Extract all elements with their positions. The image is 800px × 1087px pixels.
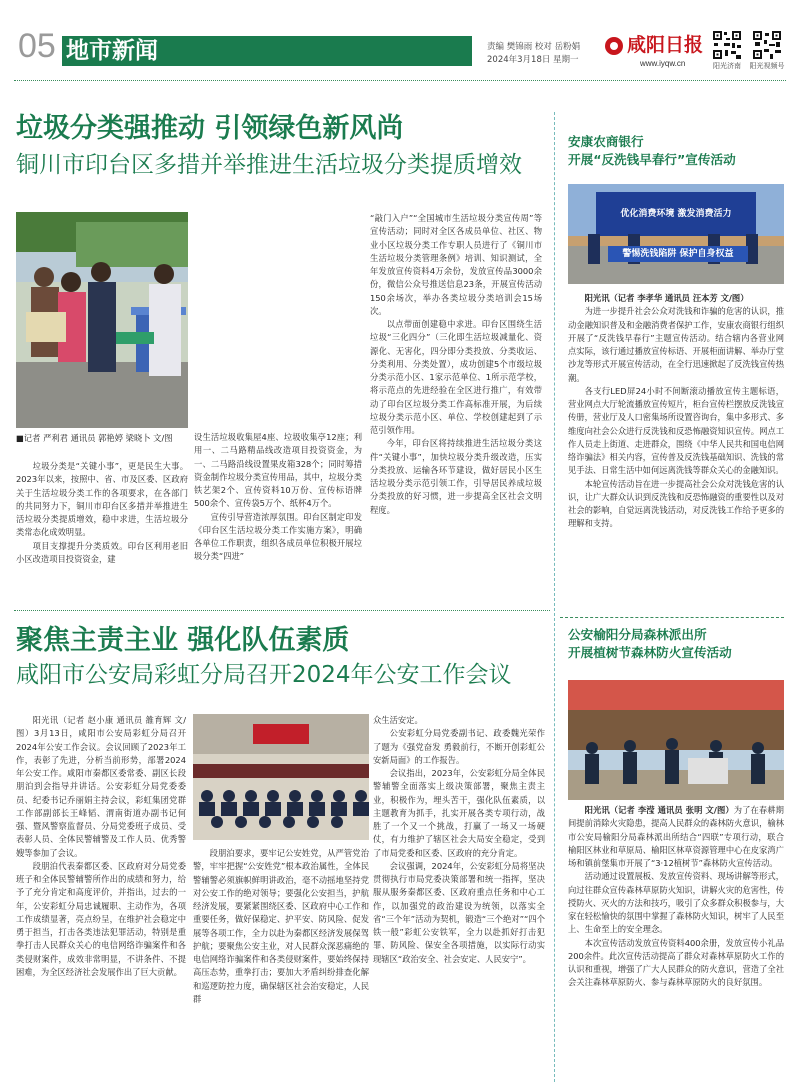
article-headline: 聚焦主责主业 强化队伍素质 (16, 625, 350, 656)
paragraph: 会议指出，2023年，公安彩虹分局全体民警辅警全面落实上级决策部署，聚焦主责主业，积极作为，埋头苦干，强化队伍素质，以主题教育为抓手，扎实开展各类专项行动，战胜了一个又一个挑战，打赢了一场又一场硬仗，有力维护了辖区社会大局安全稳定，受到了市局党委和区委、区政府的充分肯定。 (373, 768, 545, 858)
editors-line: 责编 樊锦雨 校对 岳粉娟 (487, 42, 581, 52)
paragraph: 众生活安定。 (373, 715, 423, 725)
paragraph: 段朋泊代表秦都区委、区政府对分局党委班子和全体民警辅警所作出的成绩和努力，给予了充分肯定和高度评价，并指出，过去的一年，公安彩虹分局忠诚履职、主动作为，各项工作成绩显著，亮点纷呈，在维护社会稳定中勇于担当，打击各类违法犯罪活动，特别是重拳打击人民群众关心的电信网络诈骗案件和各类侵财案件，成效非常明显，不讲条件、不提困难，为全区经济社会发展作出了巨大贡献。 (16, 860, 186, 977)
paragraph: 设生活垃圾收集屋4座、垃圾收集亭12座；利用一、二马路精品线改造项目投资资金，为一、二马路沿线设置果皮箱328个；同时筹措资金制作垃圾分类宣传用品，其中，垃圾分类铁艺架2个、宣传资料10万份、宣传标语牌500余个、宣传袋5万个、纸杯4万个。 (194, 432, 362, 509)
photo-byline: ■记者 严利君 通讯员 郭艳婷 梁晓卜 文/图 (16, 433, 173, 443)
meeting-illustration (193, 714, 369, 840)
paragraph: 垃圾分类是“关键小事”，更是民生大事。2023年以来，按照中、省、市及区委、区政府关于生活垃圾分类工作的各项要求，在各部门的共同努力下，铜川市印台区多措并举推进生活垃圾分类提质增效，稳中求进，生活垃圾分类常态化成效明显。 (16, 461, 188, 538)
qr-label: 阳光济南 (713, 62, 741, 70)
paragraph: 今年，印台区将持续推进生活垃圾分类这件“关键小事”，加快垃圾分类升级改造，压实分类投放、运输各环节建设，做好居民小区生活垃圾分类示范引领工作，引导居民养成垃圾分类投放的好习惯，进一步提高全区社会文明程度。 (370, 438, 542, 515)
sidebar-byline: 阳光讯（记者 李孝华 通讯员 汪本芳 文/图） (584, 293, 749, 303)
article-column (370, 212, 542, 602)
sidebar-byline: 阳光讯（记者 李滢 通讯员 张明 文/图） (584, 805, 734, 815)
paragraph: 宣传引导营造浓厚氛围。印台区制定印发《印台区生活垃圾分类工作实施方案》，明确各单位工作职责，组织各成员单位积极开展垃圾分类“四进” (194, 511, 362, 562)
paper-name: 咸阳日报 (627, 34, 704, 56)
article-headline: 垃圾分类强推动 引领绿色新风尚 (16, 113, 404, 144)
qr-code-icon (712, 30, 742, 60)
sidebar-headline: 开展“反洗钱早春行”宣传活动 (568, 152, 736, 167)
article-column (16, 460, 188, 602)
sidebar-headline: 安康农商银行 (568, 134, 644, 149)
date-line: 2024年3月18日 星期一 (487, 55, 579, 65)
paragraph (568, 804, 784, 870)
paragraph-text: 为了在春耕期间提前消除火灾隐患，提高人民群众的森林防火意识，榆林市公安局榆阳分局森林派出所结合“四联”专项行动，联合榆阳区林业和草原局、榆阳区林草资源管理中心在皮家湾广场和镇前堡集市开展了“3·12植树节”森林防火宣传活动。 (568, 805, 784, 868)
paragraph: 阳光讯（记者 赵小康 通讯员 雒育辉 文/图）3月13日，咸阳市公安局彩虹分局召开2024年公安工作会议。会议回顾了2023年工作，表彰了先进，分析当前形势，部署2024年公安工作。咸阳市秦都区委常委、副区长段朋泊到会指导并讲话。公安彩虹分局党委委员、纪委书记乔丽娟主持会议，彩虹集团党群工作部副部长王峰韬、渭南街道办副书记何强、暨风警察监督员、分局党委班子成员、受表彰人员、全体民警辅警及工作人员、优秀警嫂等参加了会议。 (16, 715, 186, 858)
paragraph: 本次宣传活动发放宣传资料400余册，发放宣传小礼品200余件。此次宣传活动提高了群众对森林草原防火工作的认识和重视，增强了广大人民群众的防火意识，营造了全社会关注森林草原防火、参与森林草原防火的良好氛围。 (568, 937, 784, 988)
column-divider (554, 112, 555, 1082)
article-column (194, 431, 362, 601)
sidebar-photo (568, 184, 784, 284)
paragraph: 以点带面创建稳中求进。印台区围绕生活垃圾“三化四分”（三化即生活垃圾减量化、资源化、无害化，四分即分类投放、分类收运、分类利用、分类处置），成功创建5个市级垃圾分类示范小区、1家示范单位、1所示范学校，将示范点的先进经验在全区进行推广，有效带动了印台区垃圾分类工作高标准开展，为后续垃圾分类示范小区、单位、学校创建起到了示范引领作用。 (370, 319, 542, 435)
sidebar-body (568, 292, 784, 614)
article-subheadline: 咸阳市公安局彩虹分局召开2024年公安工作会议 (16, 662, 512, 688)
paper-logo-icon (604, 36, 624, 56)
section-title: 地市新闻 (66, 38, 158, 64)
paragraph: 会议强调，2024年，公安彩虹分局将坚决贯彻执行市局党委决策部署和统一指挥，坚决服从服务秦都区委、区政府重点任务和中心工作，以加强党的政治建设为统领，以落实全省“三个年”活动为契机，锻造“三个绝对”“四个铁一般”彩虹公安铁军，全力以赴抓好打击犯罪、防风险、保安全各项措施，以实际行动实现辖区“政治安全、社会安定、人民安宁”。 (373, 860, 545, 964)
masthead-divider (14, 80, 786, 81)
paragraph: 活动通过设置展板、发放宣传资料、现场讲解等形式，向过往群众宣传森林草原防火知识，讲解火灾的危害性，传授防火、灭火的方法和技巧，吸引了众多群众积极参与，大家在轻松愉快的氛围中掌握了森林防火知识，树牢了人民至上、生命至上的安全理念。 (568, 871, 784, 935)
paragraph: 段朋泊要求，要牢记公安姓党，从严管党治警，牢牢把握“公安姓党”根本政治属性，全体民警辅警必须旗帜鲜明讲政治，毫不动摇地坚持党对公安工作的绝对领导；要强化公安担当，护航经济发展，要紧紧围绕区委、区政府中心工作和重要任务，做好保稳定、护平安、防风险、促发展等各项工作，全力以赴为秦都区经济发展保驾护航；要聚焦公安主业，对人民群众深恶痛绝的电信网络诈骗案件和各类侵财案件，要始终保持高压态势，重拳打击；要加大矛盾纠纷排查化解和巡逻防控力度，确保辖区社会治安稳定，人民群 (193, 848, 369, 1004)
article-column (373, 714, 545, 1082)
crowd-illustration (16, 212, 188, 428)
section-divider (560, 617, 784, 618)
photo-banner-text: 优化消费环境 激发消费活力 (620, 209, 732, 219)
sidebar-body (568, 804, 784, 1082)
qr-label: 阳光视频号 (749, 62, 785, 70)
section-divider (14, 610, 550, 611)
sidebar-photo (568, 680, 784, 800)
website[interactable]: www.iyqw.cn (640, 59, 686, 68)
forest-fire-event-illustration (568, 680, 784, 800)
paragraph: 为进一步提升社会公众对洗钱和诈骗的危害的认识，推动金融知识普及和金融消费者保护工作，安康农商银行组织开展了“反洗钱早春行”主题宣传活动。结合辖内各营业网点实际，该行通过播放宣传标语、开展柜面讲解、举办厅堂沙龙等形式开展宣传活动，在全行迅速掀起了反洗钱宣传热潮。 (568, 306, 784, 383)
paragraph: 公安彩虹分局党委副书记、政委魏光荣作了题为《强党奋发 勇毅前行，不断开创彩虹公安新局面》的工作报告。 (373, 728, 545, 765)
sidebar-headline: 开展植树节森林防火宣传活动 (568, 645, 732, 660)
article-column (16, 714, 186, 1082)
masthead (0, 0, 800, 74)
qr-code-icon (752, 30, 782, 60)
page-number: 05 (18, 27, 56, 65)
paragraph: “敲门入户”“全国城市生活垃圾分类宣传周”等宣传活动；同时对全区各成员单位、社区、物业小区垃圾分类工作专职人员进行了《铜川市生活垃圾分类管理条例》培训、知识测试，全年发放宣传资料4万余份，发放宣传品3000余份，微信公众号推送信息23条，开展宣传活动150余场次，举办各类垃圾分类培训会15场次。 (370, 213, 542, 316)
article-subheadline: 铜川市印台区多措并举推进生活垃圾分类提质增效 (16, 152, 522, 178)
paragraph: 项目支撑提升分类质效。印台区利用老旧小区改造项目投资资金，建 (16, 540, 188, 564)
paragraph: 各支行LED屏24小时不间断滚动播放宣传主题标语，营业网点大厅轮流播放宣传短片，柜台宣传栏摆放反洗钱宣传册，营业厅及人口密集场所设置咨询台，集中多形式、多维度向社会公众进行反洗钱和反恐怖融资知识宣传。网点工作人员走上街道、走进群众，围绕《中华人民共和国电信网络诈骗法》相关内容，宣传普及反洗钱基础知识、洗钱的常见手法、日常生活中如何远离洗钱等群众关心的金融知识。 (568, 385, 784, 476)
article-photo (193, 714, 369, 840)
paragraph: 本轮宣传活动旨在进一步提高社会公众对洗钱危害的认识，让广大群众认识到反洗钱和反恐怖融资的重要性以及对社会的影响，自觉远离洗钱活动，对反洗钱工作给予更多的理解和支持。 (568, 478, 784, 529)
photo-sign-text: 警惕洗钱陷阱 保护自身权益 (622, 249, 734, 259)
sidebar-headline: 公安榆阳分局森林派出所 (568, 627, 707, 642)
bank-event-illustration (568, 184, 784, 284)
article-column (193, 847, 369, 1082)
article-photo (16, 212, 188, 428)
